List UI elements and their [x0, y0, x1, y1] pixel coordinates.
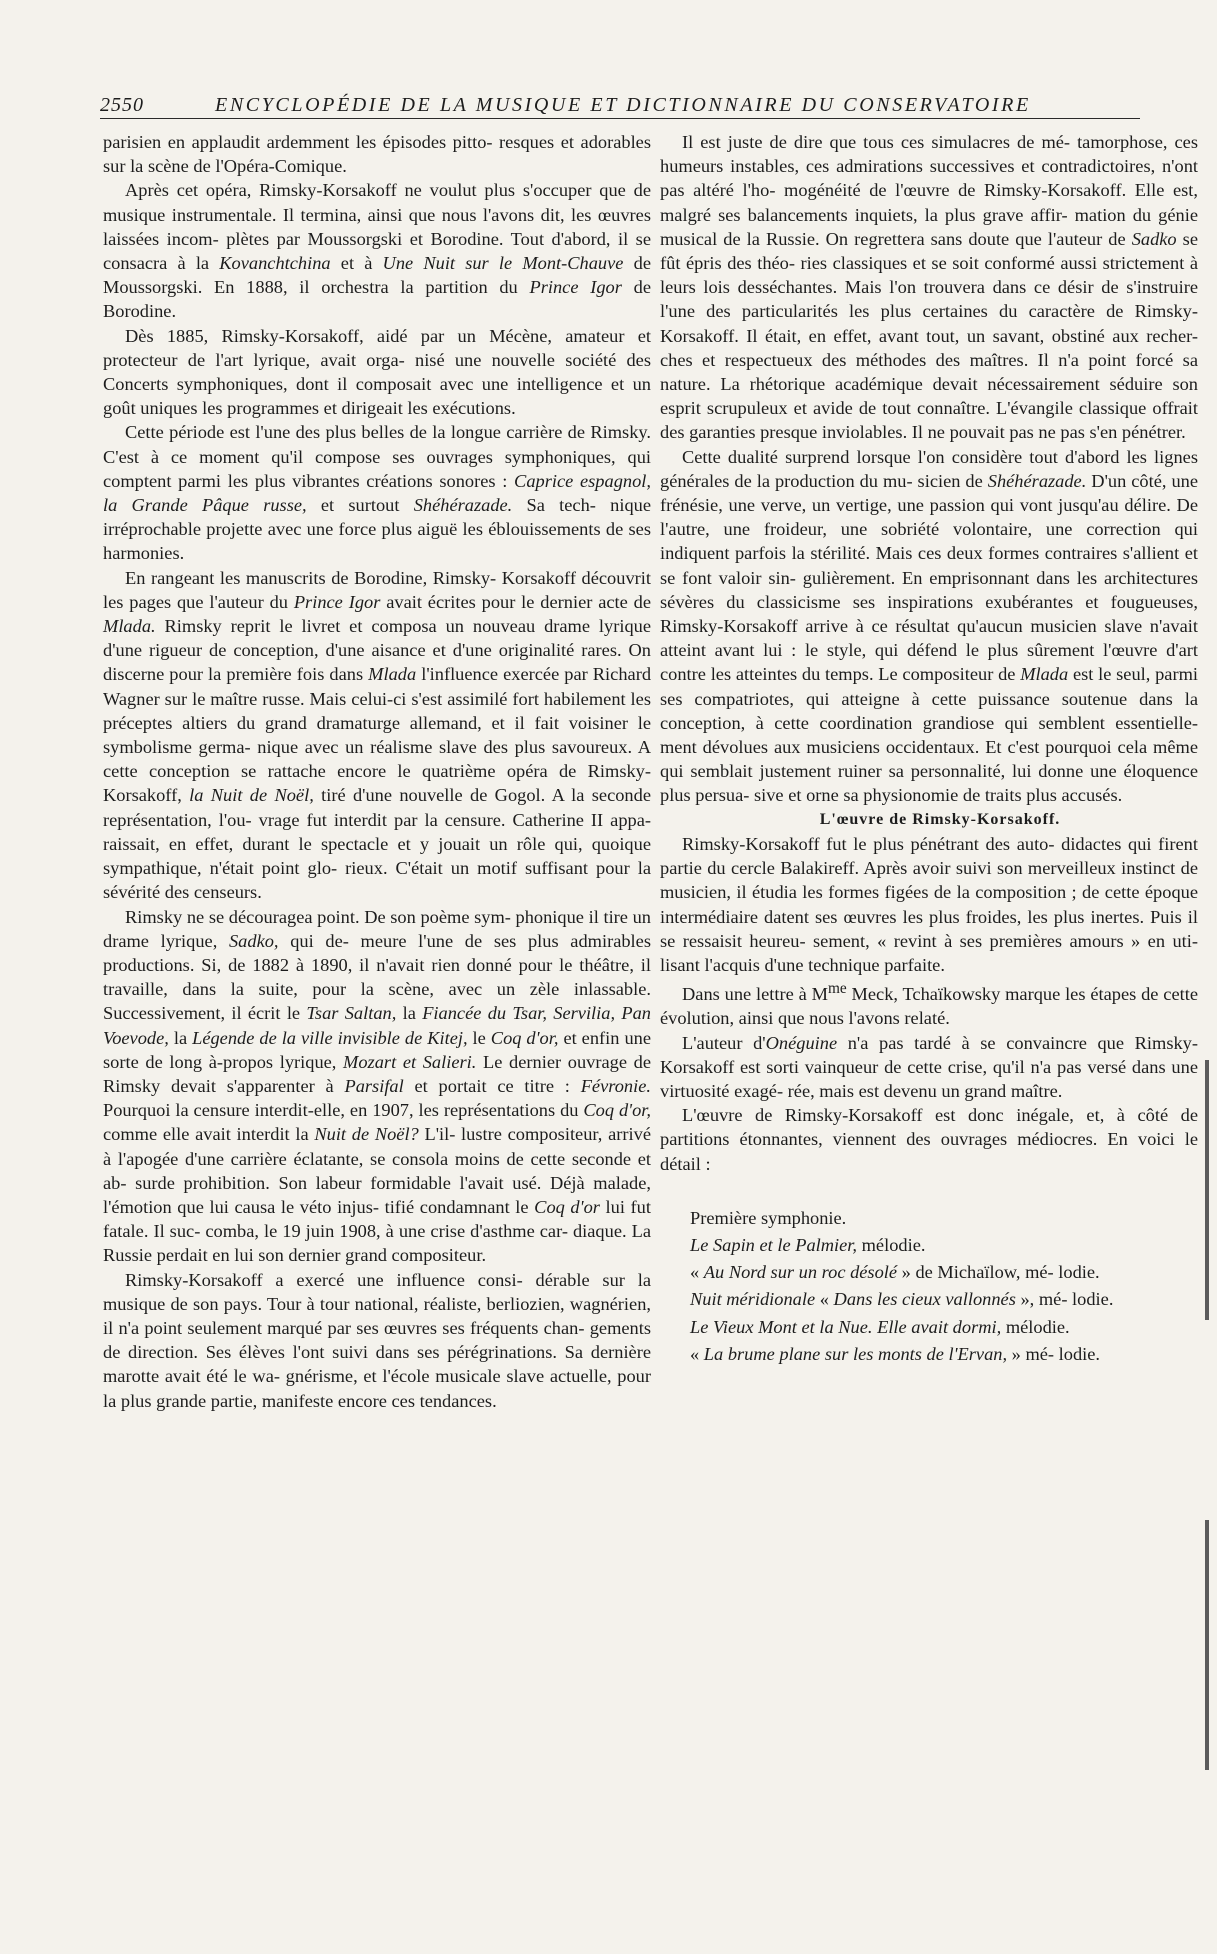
list-item: « La brume plane sur les monts de l'Ervan, » mé- lodie. [690, 1343, 1101, 1364]
section-heading: L'œuvre de Rimsky-Korsakoff. [819, 810, 1061, 828]
paragraph: Après cet opéra, Rimsky-Korsakoff ne voulut plus s'occuper que de musique instrumentale. Il termina, ainsi que nous l'avons dit, les œuvres laissées incom- plètes par Moussorgski et Borodine. Tout d'abord, il se consacra à la Kovanchtchina et à Une Nuit sur le Mont-Chauve de Moussorgski. En 1888, il orchestra la partition du Prince Igor de Borodine. [103, 180, 651, 322]
paragraph: Dans une lettre à $M^{me}$ Meck, Tchaïkowsky marque les étapes de cette évolution, ainsi que nous l'avons relaté. [660, 980, 1198, 1029]
paragraph: En rangeant les manuscrits de Borodine, Rimsky- Korsakoff découvrit les pages que l'auteur du Prince Igor avait écrites pour le dernier acte de Mlada. Rimsky reprit le livret et composa un nouveau drame lyrique d'une rigueur de conception, d'une aisance et d'une originalité rares. On discerne pour la première fois dans Mlada l'influence exercée par Richard Wagner sur le maître russe. Mais celui-ci s'est assimilé fort habilement les préceptes altiers du grand dramaturge allemand, et il fait voisiner le symbolisme germa- nique avec un réalisme slave des plus savoureux. A cette conception se rattache encore le quatrième opéra de Rimsky-Korsakoff, la Nuit de Noël, tiré d'une nouvelle de Gogol. A la seconde représentation, l'ou- vrage fut interdit par la censure. Catherine II appa- raissait, en effet, durant le spectacle et y jouait un rôle qui, quoique sympathique, n'était point glo- rieux. C'était un motif suffisant pour la sévérité des censeurs. [103, 567, 652, 903]
running-title: ENCYCLOPÉDIE DE LA MUSIQUE ET DICTIONNAIRE DU CONSERVATOIRE [215, 94, 1031, 116]
right-column [660, 130, 1198, 1369]
paragraph: Cette dualité surprend lorsque l'on considère tout d'abord les lignes générales de la production du mu- sicien de Shéhérazade. D'un côté, une frénésie, une verve, un vertige, une passion qui vont jusqu'au délire. De l'autre, une froideur, une sobriété volontaire, une correction qui indiquent parfois la stérilité. Mais ces deux formes contraires s'allient et se font valoir sin- gulièrement. En emprisonnant dans les architectures sévères du classicisme ses inspirations exubérantes et fougueuses, Rimsky-Korsakoff arrive à ce résultat qu'aucun musicien slave n'avait atteint avant lui : le style, qui défend le plus sûrement l'œuvre d'art contre les atteintes du temps. Le compositeur de Mlada est le seul, parmi ses compatriotes, qui atteigne à cette puissance soutenue dans la conception, à cette coordination grandiose qui semblent essentielle- ment dévolues aux musiciens occidentaux. Et c'est pourquoi cela même qui semblait justement ruiner sa personnalité, lui donne une éloquence plus persua- sive et orne sa physionomie de traits plus accusés. [660, 446, 1198, 806]
right-column-top-text [660, 130, 1198, 808]
page-number: 2550 [100, 94, 144, 116]
page-edge-shadow [1205, 1520, 1209, 1770]
list-item: Le Vieux Mont et la Nue. Elle avait dormi, mélodie. [690, 1316, 1070, 1337]
list-item: Première symphonie. [690, 1207, 847, 1228]
list-item: Nuit méridionale « Dans les cieux vallonnés », mé- lodie. [690, 1289, 1114, 1310]
list-item: Le Sapin et le Palmier, mélodie. [690, 1235, 926, 1256]
paragraph: Rimsky-Korsakoff fut le plus pénétrant des auto- didactes qui firent partie du cercle Balakireff. Après avoir suivi son merveilleux instinct de musicien, il étudia les formes figées de la composition ; de cette époque intermédiaire datent ses œuvres les plus froides, les plus inertes. Puis il se ressaisit heureu- sement, « revint à ses premières amours » en uti- lisant l'acquis d'une technique parfaite. [660, 833, 1198, 975]
paragraph: Il est juste de dire que tous ces simulacres de mé- tamorphose, ces humeurs instables, ces admirations successives et contradictoires, n'ont pas altéré l'ho- mogénéité de l'œuvre de Rimsky-Korsakoff. Elle est, malgré ses balancements inquiets, la plus grave affir- mation du génie musical de la Russie. On regrettera sans doute que l'auteur de Sadko se fût épris des théo- ries classiques et se soit conformé aussi strictement à leurs lois desséchantes. Mais l'on trouvera dans ce désir de s'instruire l'une des particularités les plus certaines du caractère de Rimsky-Korsakoff. Il était, en effet, avant tout, un savant, obstiné aux recher- ches et respectueux des méthodes des maîtres. Il n'a point forcé sa nature. La rhétorique académique devait nécessairement séduire son esprit scrupuleux et avide de tout connaître. L'évangile classique offrait des garanties presque inviolables. Il ne pouvait pas ne pas s'en pénétrer. [660, 132, 1199, 443]
paragraph: Rimsky ne se découragea point. De son poème sym- phonique il tire un drame lyrique, Sadko, qui de- meure l'une de ses plus admirables productions. Si, de 1882 à 1890, il n'avait rien donné pour le théâtre, il travaille, dans la suite, pour la scène, avec un zèle inlassable. Successivement, il écrit le Tsar Saltan, la Fiancée du Tsar, Servilia, Pan Voevode, la Légende de la ville invisible de Kitej, le Coq d'or, et enfin une sorte de long à-propos lyrique, Mozart et Salieri. Le dernier ouvrage de Rimsky devait s'apparenter à Parsifal et portait ce titre : Févronie. Pourquoi la censure interdit-elle, en 1907, les représentations du Coq d'or, comme elle avait interdit la Nuit de Noël? L'il- lustre compositeur, arrivé à l'apogée d'une carrière éclatante, se consola moins de cette seconde et ab- surde prohibition. Son labeur formidable l'avait usé. Déjà malade, l'émotion que lui causa le véto injus- tifié condamnant le Coq d'or lui fut fatale. Il suc- comba, le 19 juin 1908, à une crise d'asthme car- diaque. La Russie perdait en lui son dernier grand compositeur. [103, 906, 652, 1266]
paragraph: parisien en applaudit ardemment les épisodes pitto- resques et adorables sur la scène de l'Opéra-Comique. [103, 132, 651, 177]
list-item: « Au Nord sur un roc désolé » de Michaïlow, mé- lodie. [690, 1262, 1100, 1283]
right-column-section-text [660, 832, 1198, 1176]
page-edge-shadow [1205, 1060, 1209, 1320]
left-column [103, 130, 651, 1413]
works-list [660, 1206, 1198, 1366]
paragraph: L'auteur d'Onéguine n'a pas tardé à se convaincre que Rimsky-Korsakoff est sorti vainqueur de cette crise, qu'il n'a pas versé dans une virtuosité exagé- rée, mais est devenu un grand maître. [660, 1032, 1198, 1102]
paragraph: L'œuvre de Rimsky-Korsakoff est donc inégale, et, à côté de partitions étonnantes, viennent des ouvrages médiocres. En voici le détail : [660, 1105, 1198, 1174]
paragraph: Cette période est l'une des plus belles de la longue carrière de Rimsky. C'est à ce moment qu'il compose ses ouvrages symphoniques, qui comptent parmi les plus vibrantes créations sonores : Caprice espagnol, la Grande Pâque russe, et surtout Shéhérazade. Sa tech- nique irréprochable projette avec une force plus aiguë les éblouissements de ses harmonies. [103, 422, 651, 564]
running-header [100, 96, 1140, 119]
paragraph: Dès 1885, Rimsky-Korsakoff, aidé par un Mécène, amateur et protecteur de l'art lyrique, avait orga- nisé une nouvelle société des Concerts symphoniques, dont il composait avec une intelligence et un goût uniques les programmes et dirigeait les exécutions. [103, 325, 651, 419]
paragraph: Rimsky-Korsakoff a exercé une influence consi- dérable sur la musique de son pays. Tour à tour national, réaliste, berliozien, wagnérien, il n'a point seulement marqué par ses œuvres ses fréquents chan- gements de direction. Ses élèves l'ont suivi dans ses pérégrinations. Sa dernière marotte avait été le wa- gnérisme, et l'école musicale slave actuelle, pour la plus grande partie, manifeste encore ces tendances. [103, 1269, 651, 1411]
